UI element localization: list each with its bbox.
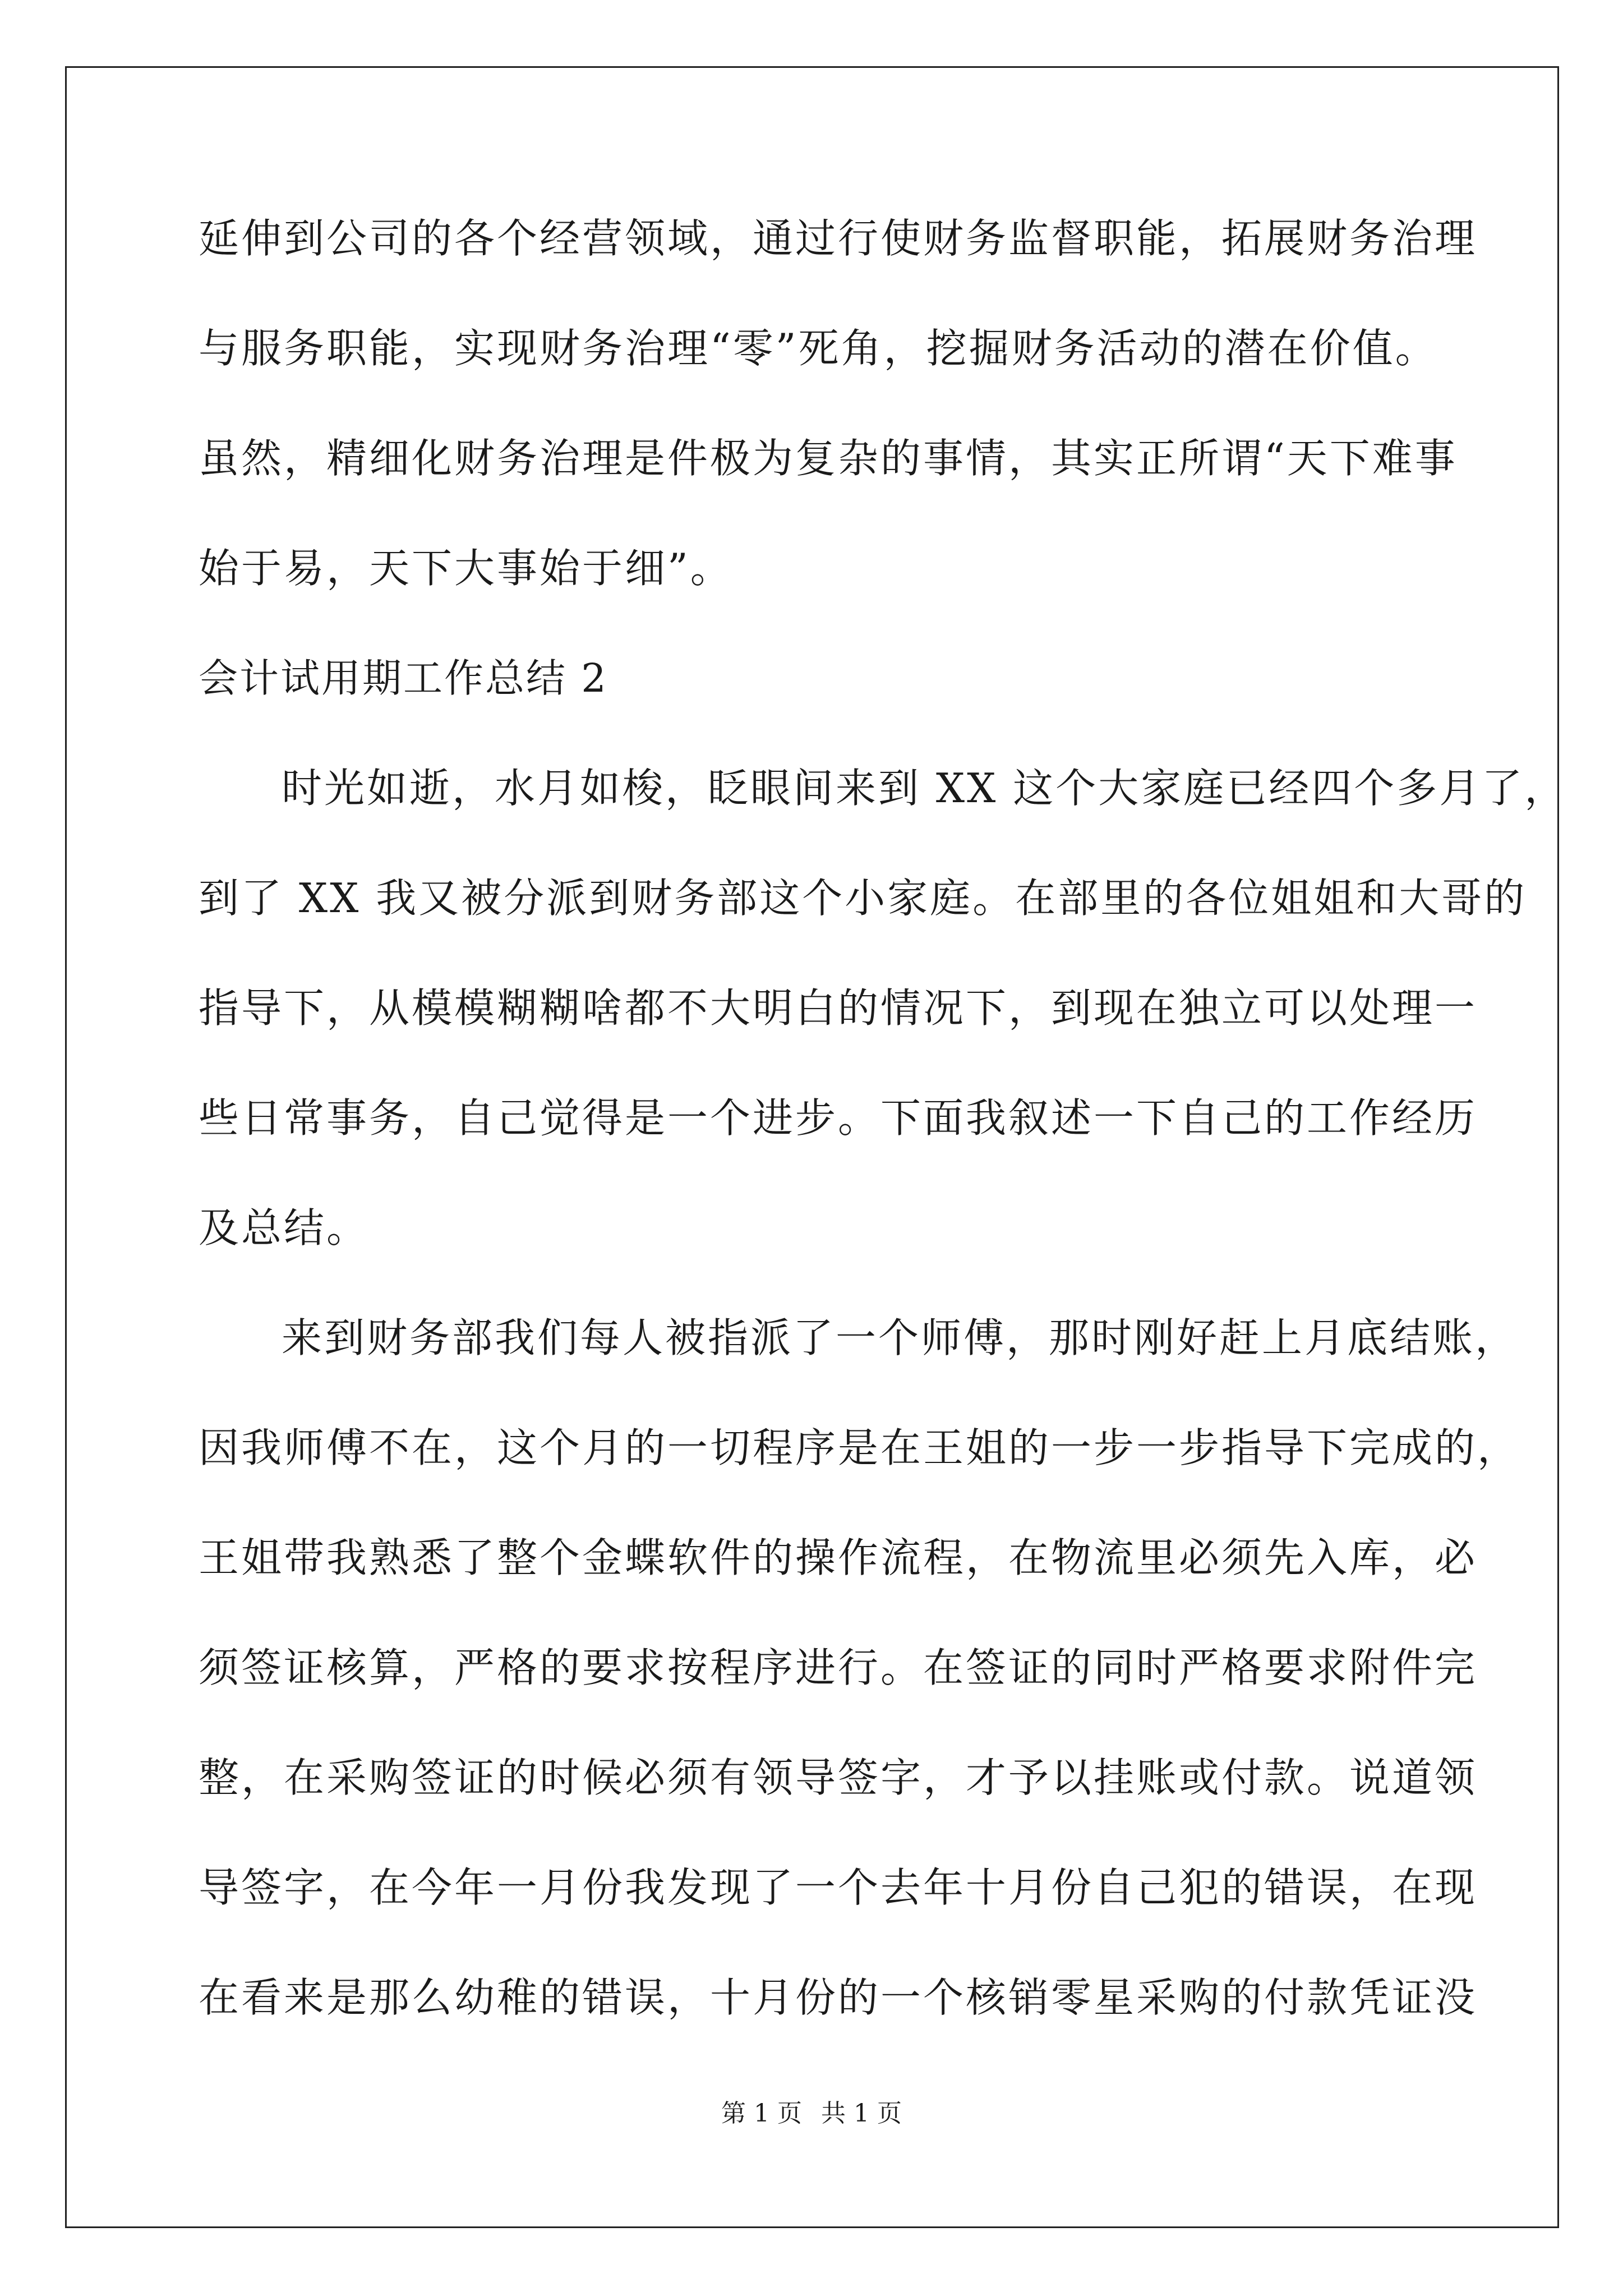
- page-total: 共 1 页: [821, 2099, 902, 2128]
- text-line: 整，在采购签证的时候必须有领导签字，才予以挂账或付款。说道领: [199, 1754, 1478, 1801]
- text-line: 王姐带我熟悉了整个金蝶软件的操作流程，在物流里必须先入库，必: [199, 1534, 1478, 1581]
- text-line: 导签字，在今年一月份我发现了一个去年十月份自己犯的错误，在现: [199, 1864, 1478, 1911]
- text-line: 些日常事务，自己觉得是一个进步。下面我叙述一下自己的工作经历: [199, 1094, 1478, 1142]
- text-line: 延伸到公司的各个经营领域，通过行使财务监督职能，拓展财务治理: [199, 215, 1478, 262]
- text-line: 在看来是那么幼稚的错误，十月份的一个核销零星采购的付款凭证没: [199, 1974, 1478, 2021]
- text-line: 与服务职能，实现财务治理“零”死角，挖掘财务活动的潜在价值。: [199, 325, 1438, 372]
- text-line: 指导下，从模模糊糊啥都不大明白的情况下，到现在独立可以处理一: [199, 984, 1478, 1032]
- section-heading: 会计试用期工作总结 2: [199, 655, 608, 701]
- page-footer: [0, 2097, 1623, 2131]
- text-line: 须签证核算，严格的要求按程序进行。在签证的同时严格要求附件完: [199, 1644, 1478, 1691]
- text-line: 始于易，天下大事始于细”。: [199, 545, 733, 592]
- text-line: 及总结。: [199, 1204, 370, 1251]
- text-line: 时光如逝，水月如梭，眨眼间来到 XX 这个大家庭已经四个多月了，: [282, 765, 1567, 812]
- page-number: 第 1 页: [721, 2099, 802, 2128]
- text-line: 来到财务部我们每人被指派了一个师傅，那时刚好赶上月底结账，: [282, 1314, 1518, 1361]
- text-line: 到了 XX 我又被分派到财务部这个小家庭。在部里的各位姐姐和大哥的: [199, 875, 1527, 922]
- text-line: 虽然，精细化财务治理是件极为复杂的事情，其实正所谓“天下难事: [199, 435, 1458, 482]
- text-line: 因我师傅不在，这个月的一切程序是在王姐的一步一步指导下完成的，: [199, 1424, 1520, 1471]
